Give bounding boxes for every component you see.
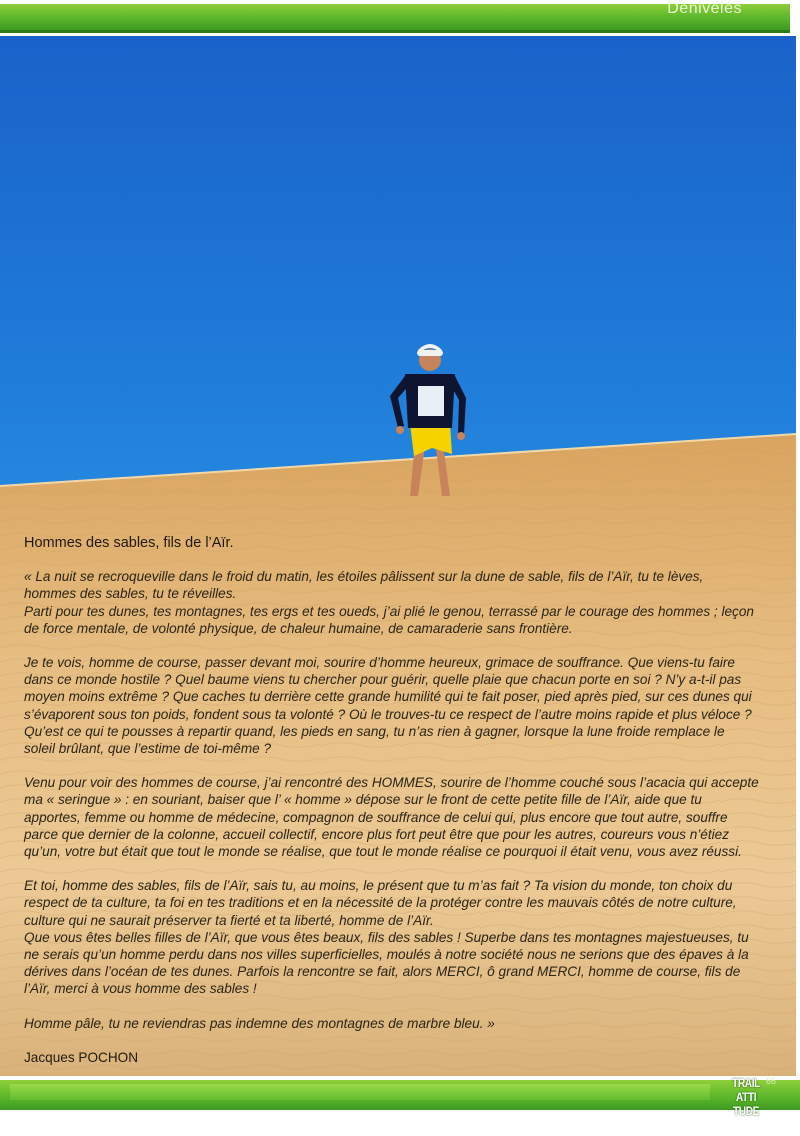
article-title: Hommes des sables, fils de l’Aïr. [24, 535, 234, 551]
paragraph-1: « La nuit se recroqueville dans le froid du matin, les étoiles pâlissent sur la dune de sable, fils de l’Aïr, tu te lèves, hommes des sables, tu te réveilles. [24, 569, 704, 602]
runner-figure [380, 336, 480, 501]
paragraph-5: Et toi, homme des sables, fils de l’Aïr, sais tu, au moins, le présent que tu m’as fait ? Ta vision du monde, ton choix du respect de ta culture, ta foi en tes traditions et en la nécessité de la protéger contre les mauvais côtés de notre culture, culture qui ne saurait préserver ta fierté et ta liberté, homme de l’Aïr. [24, 878, 737, 928]
article-author: Jacques POCHON [24, 1049, 139, 1065]
paragraph-3: Je te vois, homme de course, passer devant moi, sourire d’homme heureux, grimace de souffrance. Que viens-tu faire dans ce monde hostile ? Quel baume viens tu chercher pour guérir, quelle plaie que chacun porte en soi ? N’y a-t-il pas moyen moins extrême ? Que caches tu derrière cette grande humilité qui te fait poser, pied après pied, sur ces dunes qui s’évaporent sous ton poids, fondent sous ta volonté ? Où le trouves-tu ce respect de l’autre moins rapide et plus véloce ? Qu’est ce qui te pousses à repartir quand, les pieds en sang, tu n’as rien à gagner, lorsque la lune froide remplace le soleil brûlant, que l’estime de toi-même ? [24, 655, 752, 757]
logo-line-3: TUDE [732, 1104, 760, 1118]
logo-line-2: ATTI [735, 1090, 757, 1104]
logo-line-1: TRAIL [732, 1076, 760, 1090]
paragraph-2: Parti pour tes dunes, tes montagnes, tes ergs et tes oueds, j’ai plié le genou, terrassé par le courage des hommes ; leçon de force mentale, de volonté physique, de chaleur humaine, de camaraderie sans frontière. [24, 603, 754, 636]
paragraph-6: Que vous êtes belles filles de l’Aïr, que vous êtes beaux, fils des sables ! Superbe dans tes montagnes majestueuses, tu ne serais qu’un homme perdu dans nos villes superficielles, moulés à notre société nous ne serions que des épaves à la dérives dans l’océan de tes dunes. Parfois la rencontre se fait, alors MERCI, ô grand MERCI, homme de course, fils de l’Aïr, merci à vous homme des sables ! [24, 929, 749, 997]
paragraph-7: Homme pâle, tu ne reviendras pas indemne des montagnes de marbre bleu. » [24, 1015, 495, 1031]
paragraph-4: Venu pour voir des hommes de course, j’ai rencontré des HOMMES, sourire de l’homme couché sous l’acacia qui accepte ma « seringue » : en souriant, baiser que l’ « homme » dépose sur le front de cette petite fille de l’Aïr, aide que tu apportes, femme ou homme de médecine, compagnon de souffrance de celui qui, plus encore que tout autre, souffre parce que dernier de la colonne, accueil collectif, encore plus fort peut être que pour les autres, coureurs vous n’étiez qu’un, votre but était que tout le monde se réalise, que tout le monde réalise ce pourquoi il était venu, vous avez réussi. [24, 775, 759, 860]
footer-inner-stripe [10, 1084, 710, 1100]
page-number: 66 [766, 1076, 777, 1086]
article [24, 535, 759, 1066]
section-label: Dénivelés [667, 0, 742, 17]
